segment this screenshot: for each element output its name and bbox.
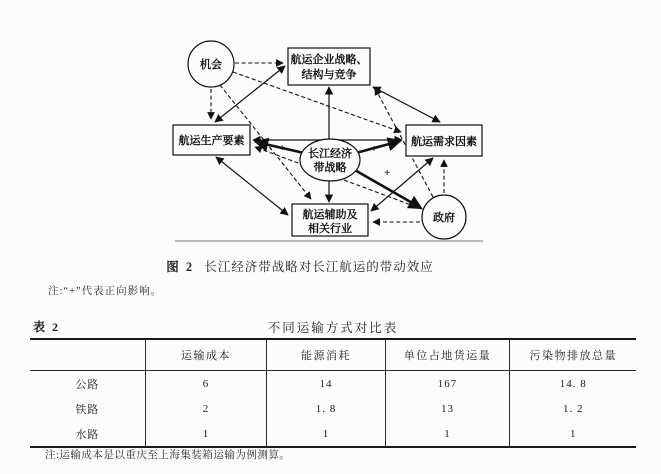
table-header-row (30, 339, 636, 371)
node-core-strategy (300, 139, 360, 181)
firm-label-line1: 航运企业战略、 (290, 54, 368, 66)
figure-caption (0, 257, 600, 275)
cell-value: 1 (267, 421, 385, 447)
link-firm-demand (373, 87, 440, 122)
figure-caption-label: 图 2 (166, 260, 195, 274)
table-label: 表 2 (33, 320, 61, 334)
core-label-line2: 带战略 (313, 162, 347, 174)
col-header: 运输成本 (145, 339, 267, 371)
table-titlebar (30, 316, 636, 338)
plus-sign: + (384, 167, 391, 179)
table-title: 不同运输方式对比表 (267, 321, 399, 335)
chance-label: 机会 (200, 59, 222, 71)
table-note: 注:运输成本是以重庆至上海集装箱运输为例测算。 (45, 450, 291, 461)
row-label: 水路 (75, 428, 100, 441)
node-demand-factors (406, 125, 482, 156)
core-ellipse (300, 139, 360, 181)
government-label: 政府 (433, 212, 455, 224)
node-firm-strategy (288, 48, 370, 85)
plus-sign: + (371, 143, 378, 155)
link-factor-related (216, 157, 288, 215)
demand-label: 航运需求因素 (411, 136, 477, 148)
cell-value: 1. 2 (510, 396, 636, 421)
cell-value: 14 (267, 371, 385, 397)
node-chance (188, 41, 234, 87)
node-government (422, 195, 466, 239)
node-production-factors (173, 125, 250, 155)
factor-label: 航运生产要素 (178, 135, 245, 147)
node-related-industries (292, 204, 368, 236)
cell-value: 13 (385, 396, 510, 421)
row-label: 公路 (75, 378, 100, 391)
cell-value: 1. 8 (267, 396, 385, 421)
cell-value: 1 (510, 421, 636, 447)
table-row (30, 396, 636, 421)
figure-caption-text: 长江经济带战略对长江航运的带动效应 (204, 260, 434, 274)
cell-value: 1 (385, 421, 510, 447)
cell-value: 14. 8 (510, 371, 636, 397)
firm-label-line2: 结构与竞争 (301, 69, 357, 81)
related-label-line1: 航运辅助及 (302, 209, 358, 221)
col-header: 污染物排放总量 (510, 339, 636, 371)
arrow-core-to-demand (356, 141, 400, 153)
cell-value: 6 (145, 371, 267, 397)
plus-sign: + (279, 142, 286, 154)
table-row (30, 371, 636, 397)
related-label-line2: 相关行业 (308, 223, 352, 235)
col-header (30, 339, 145, 371)
transport-comparison-table (30, 338, 636, 448)
figure-note: 注:“+”代表正向影响。 (48, 286, 163, 297)
table-row (30, 421, 636, 447)
cell-value: 2 (145, 396, 267, 421)
cell-value: 1 (145, 421, 267, 447)
col-header: 单位占地货运量 (385, 339, 510, 371)
row-label: 铁路 (75, 403, 100, 416)
col-header: 能源消耗 (267, 339, 385, 371)
core-label-line1: 长江经济 (308, 148, 352, 160)
comparison-table-section (30, 316, 636, 461)
cell-value: 167 (385, 371, 510, 397)
